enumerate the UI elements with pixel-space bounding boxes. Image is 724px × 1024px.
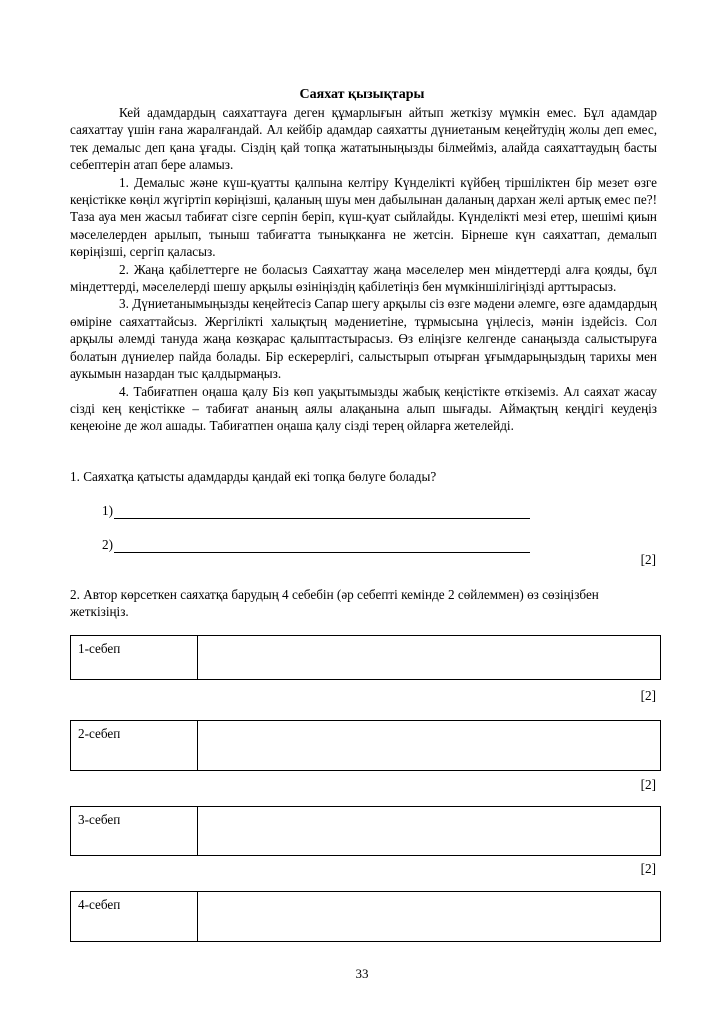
reading-text	[70, 104, 657, 435]
reason-label-3: 3-себеп	[71, 807, 198, 855]
question-1-mark: [2]	[640, 552, 656, 567]
answer-line-1-rule[interactable]	[114, 504, 530, 519]
reason-answer-1[interactable]	[198, 636, 660, 679]
reason-box-2	[70, 720, 661, 771]
paragraph-reason-4: 4. Табиғатпен оңаша қалу Біз көп уақытымызды жабық кеңістікте өткіземіз. Ал саяхат жасау сізді кең кеңістікке – табиғат ананың аялы алақанына алып шығады. Аймақтың кеңдігі кеудеңіз кеңеюіне де жол ашады. Табиғатпен оңаша қалу сізді терең ойларға жетелейді.	[70, 383, 657, 434]
answer-line-1-label: 1)	[102, 503, 113, 518]
reason-box-3	[70, 806, 661, 856]
reason-label-2: 2-себеп	[71, 721, 198, 770]
paragraph-reason-2: 2. Жаңа қабілеттерге не боласыз Саяхаттау жаңа мәселелер мен міндеттерді алға қояды, бұл міндеттерді, мәселелерді шешу арқылы өзініңіздің қабілетіңіз бен мүмкіншілігіңізді арттырасыз.	[70, 261, 657, 295]
reason-answer-2[interactable]	[198, 721, 660, 770]
paragraph-reason-3: 3. Дүниетанымыңызды кеңейтесіз Сапар шегу арқылы сіз өзге мәдени әлемге, өзге адамдардың өміріне саяхаттайсыз. Жергілікті халықтың мәдениетіне, тұрмысына үңілесіз, мәнін іздейсіз. Сол арқылы әлемді тануда жаңа көзқарас қалыптастырасыз. Өз еліңізге келгенде санаңызда салыстыруға болатын дүниелер пайда болады. Бір ескерерлігі, салыстырып отырған ұғымдарыңыздың тарихы мен аукымын назардан тыс қалдырмаңыз.	[70, 296, 657, 382]
paragraph-reason-1: 1. Демалыс және күш-қуатты қалпына келтіру Күнделікті күйбең тіршіліктен бір мезет өзге кеңістікке көңіл жүгіртіп көріңізші, қаланың шуы мен дабылынан даланың дархан желі артық емес пе?! Таза ауа мен жасыл табиғат сізге серпін беріп, күш-қуат сыйлайды. Күнделікті мезі етер, шешімі қиын мәселелерден арылып, тыныш табиғатта тынықканға не жетсін. Бірнеше күн саяхаттап, демалып көріңізші, сергіп қаласыз.	[70, 174, 657, 260]
answer-line-1[interactable]	[102, 502, 530, 519]
reason-box-1	[70, 635, 661, 680]
reason-mark-3: [2]	[640, 861, 656, 876]
answer-line-2-rule[interactable]	[114, 538, 530, 553]
page-number: 33	[355, 966, 369, 981]
reason-answer-4[interactable]	[198, 892, 660, 941]
reason-answer-3[interactable]	[198, 807, 660, 855]
paragraph-intro: Кей адамдардың саяхаттауға деген құмарлығын айтып жеткізу мүмкін емес. Бұл адамдар саяхаттау үшін ғана жаралғандай. Ал кейбір адамдар саяхатты дүниетаным кеңейтудің жолы деп емес, тек демалыс деп қана ұғады. Сіздің қай топқа жататыныңызды білмейміз, алайда саяхаттаудың басты себептерін атап бере аламыз.	[70, 105, 657, 173]
reason-label-4: 4-себеп	[71, 892, 198, 941]
reason-mark-1: [2]	[640, 688, 656, 703]
reason-mark-2: [2]	[640, 777, 656, 792]
question-1: 1. Саяхатқа қатысты адамдарды қандай екі топқа бөлуге болады?	[70, 469, 437, 484]
answer-line-2[interactable]	[102, 536, 530, 553]
page-title: Саяхат қызықтары	[299, 87, 425, 102]
reason-box-4	[70, 891, 661, 942]
answer-line-2-label: 2)	[102, 537, 113, 552]
reason-label-1: 1-себеп	[71, 636, 198, 679]
question-2: 2. Автор көрсеткен саяхатқа барудың 4 себебін (әр себепті кемінде 2 сөйлеммен) өз сөзіңізбен жеткізіңіз.	[70, 587, 599, 620]
